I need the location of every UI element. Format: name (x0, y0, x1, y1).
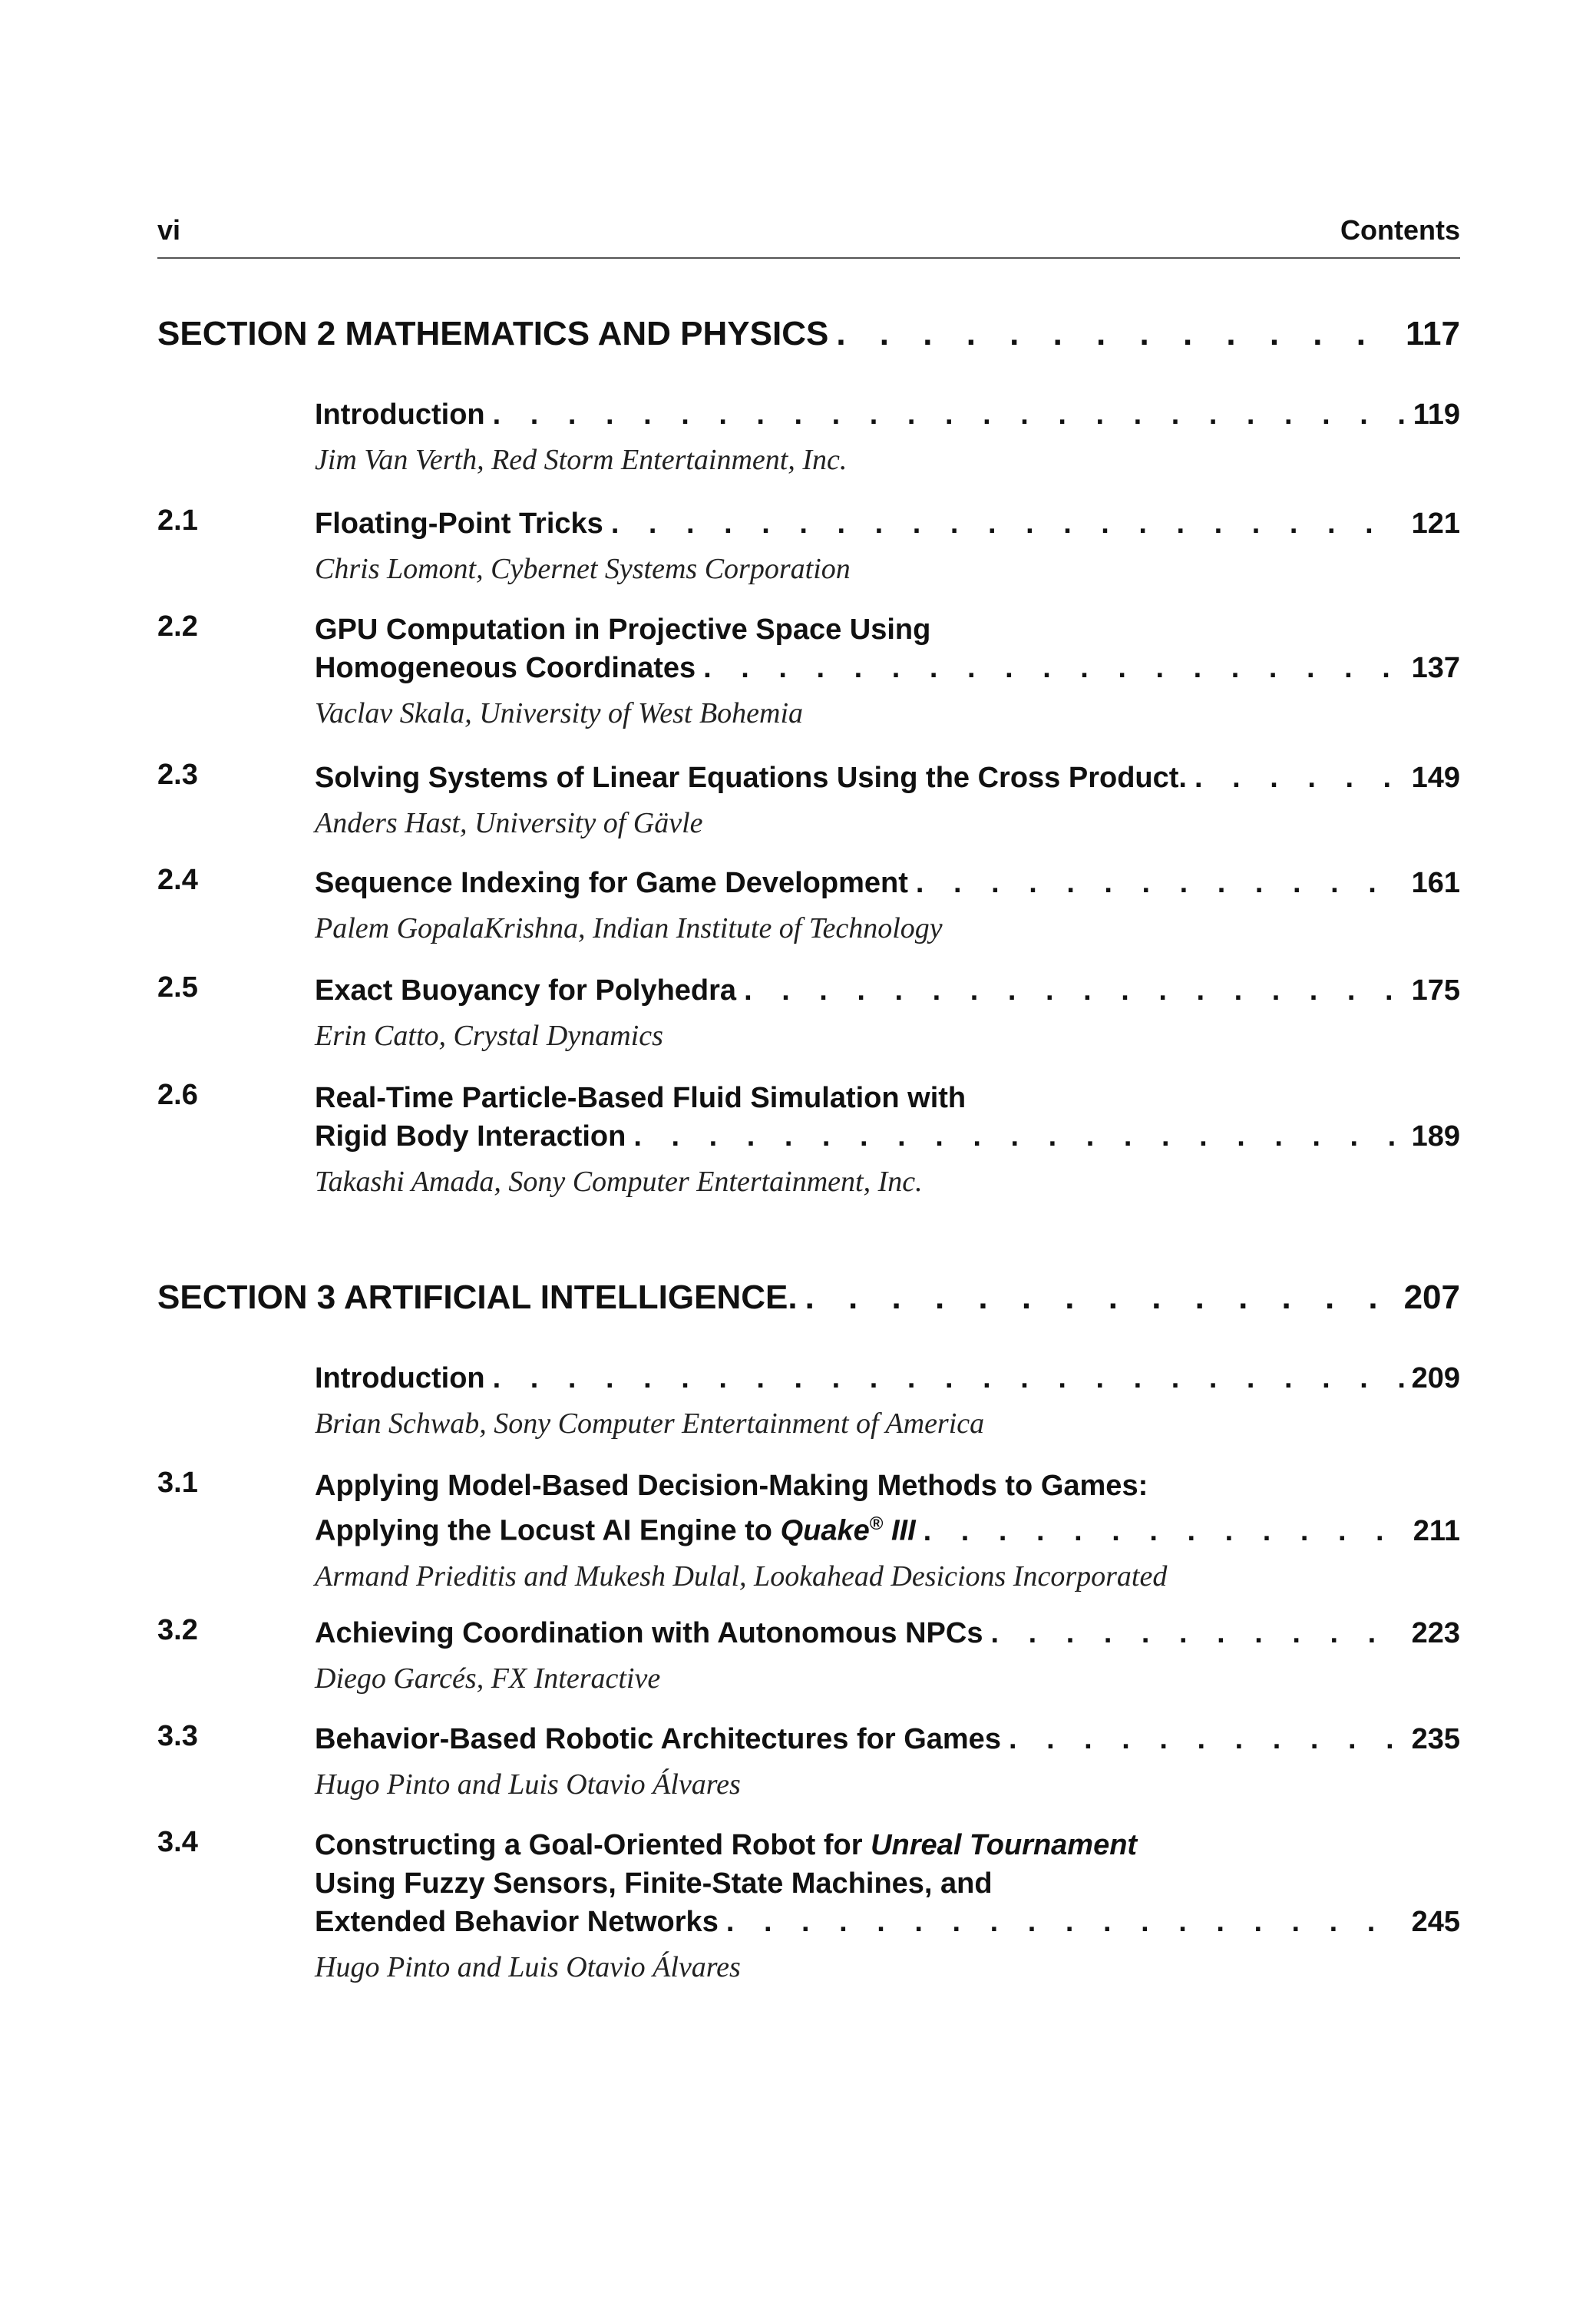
page-number: 137 (1411, 652, 1460, 684)
dot-leader (611, 504, 1404, 543)
entry-number: 3.4 (157, 1826, 198, 1858)
entry-title: Solving Systems of Linear Equations Using the Cross Product. (315, 762, 1187, 794)
running-head (157, 211, 1460, 259)
dot-leader (493, 395, 1406, 434)
section-3-heading[interactable] (157, 1278, 1460, 1317)
page-number: 161 (1411, 867, 1460, 899)
section-title: SECTION 3 ARTIFICIAL INTELLIGENCE. (157, 1278, 798, 1316)
dot-leader (1195, 759, 1404, 797)
dot-leader (990, 1614, 1403, 1652)
entry-author: Palem GopalaKrishna, Indian Institute of Technology (315, 912, 943, 944)
page-number: 235 (1411, 1723, 1460, 1755)
running-head-title: Contents (1340, 214, 1460, 246)
entry-number: 2.3 (157, 759, 198, 791)
entry-number: 2.6 (157, 1079, 198, 1111)
page-number: 245 (1411, 1906, 1460, 1938)
game-title: Unreal Tournament (871, 1829, 1138, 1861)
entry-author: Armand Prieditis and Mukesh Dulal, Lookahead Desicions Incorporated (315, 1560, 1168, 1593)
dot-leader (493, 1359, 1404, 1398)
dot-leader (726, 1903, 1404, 1941)
entry-title: Introduction (315, 399, 485, 431)
entry-title: Achieving Coordination with Autonomous NPCs (315, 1617, 983, 1649)
dot-leader (836, 315, 1398, 353)
entry-title-line: Using Fuzzy Sensors, Finite-State Machines, and (315, 1867, 993, 1900)
entry-number: 2.5 (157, 971, 198, 1004)
page-number: 223 (1411, 1617, 1460, 1649)
toc-entry-3-3[interactable] (157, 1720, 1460, 1804)
entry-author: Hugo Pinto and Luis Otavio Álvares (315, 1768, 741, 1801)
toc-entry-2-2[interactable] (157, 610, 1460, 733)
dot-leader (744, 971, 1404, 1010)
entry-author: Hugo Pinto and Luis Otavio Álvares (315, 1951, 741, 1983)
entry-title-line: GPU Computation in Projective Space Using (315, 614, 931, 646)
toc-entry-2-4[interactable] (157, 864, 1460, 948)
dot-leader (805, 1278, 1396, 1317)
entry-number: 2.1 (157, 504, 198, 537)
page-number: 175 (1411, 974, 1460, 1007)
toc-entry-3-1[interactable] (157, 1467, 1460, 1596)
entry-number: 2.2 (157, 610, 198, 643)
entry-title: Homogeneous Coordinates (315, 652, 696, 684)
entry-author: Erin Catto, Crystal Dynamics (315, 1020, 663, 1052)
entry-title: Applying the Locust AI Engine to Quake® III (315, 1513, 916, 1547)
entry-number: 2.4 (157, 864, 198, 896)
dot-leader (1009, 1720, 1404, 1758)
toc-entry-3-4[interactable] (157, 1826, 1460, 1987)
toc-entry-section2-introduction[interactable] (157, 395, 1460, 480)
toc-entry-section3-introduction[interactable] (157, 1359, 1460, 1444)
entry-author: Diego Garcés, FX Interactive (315, 1662, 661, 1695)
page-number: 119 (1413, 399, 1460, 431)
entry-number: 3.2 (157, 1614, 198, 1646)
entry-title-line: Constructing a Goal-Oriented Robot for Unreal Tournament (315, 1829, 1138, 1861)
entry-author: Vaclav Skala, University of West Bohemia (315, 697, 804, 729)
entry-title: Introduction (315, 1362, 485, 1394)
entry-number: 3.3 (157, 1720, 198, 1752)
toc-entry-2-6[interactable] (157, 1079, 1460, 1202)
entry-title: Sequence Indexing for Game Development (315, 867, 908, 899)
section-2-heading[interactable] (157, 315, 1460, 353)
entry-author: Chris Lomont, Cybernet Systems Corporation (315, 553, 851, 585)
page-number: 189 (1411, 1120, 1460, 1153)
dot-leader (924, 1512, 1406, 1550)
entry-title: Exact Buoyancy for Polyhedra (315, 974, 737, 1007)
dot-leader (916, 864, 1404, 902)
entry-title-line: Applying Model-Based Decision-Making Methods to Games: (315, 1470, 1148, 1502)
dot-leader (633, 1117, 1403, 1156)
registered-mark: ® (869, 1513, 884, 1534)
page-folio: vi (157, 214, 181, 246)
page-number: 207 (1403, 1278, 1460, 1316)
toc-entry-2-5[interactable] (157, 971, 1460, 1056)
entry-author: Takashi Amada, Sony Computer Entertainment, Inc. (315, 1166, 923, 1198)
page-number: 211 (1413, 1514, 1460, 1547)
dot-leader (703, 649, 1403, 687)
entry-author: Jim Van Verth, Red Storm Entertainment, Inc. (315, 444, 848, 476)
page-number: 121 (1411, 508, 1460, 540)
game-title: Quake (780, 1514, 870, 1547)
page-number: 149 (1411, 762, 1460, 794)
entry-author: Brian Schwab, Sony Computer Entertainment of America (315, 1407, 985, 1440)
entry-title: Extended Behavior Networks (315, 1906, 719, 1938)
entry-title: Behavior-Based Robotic Architectures for Games (315, 1723, 1001, 1755)
entry-title: Floating-Point Tricks (315, 508, 603, 540)
section-title: SECTION 2 MATHEMATICS AND PHYSICS (157, 315, 829, 352)
entry-number: 3.1 (157, 1467, 198, 1499)
toc-entry-2-1[interactable] (157, 504, 1460, 589)
page-number: 117 (1406, 315, 1460, 352)
entry-title: Rigid Body Interaction (315, 1120, 626, 1153)
toc-entry-3-2[interactable] (157, 1614, 1460, 1698)
entry-title-line: Real-Time Particle-Based Fluid Simulation with (315, 1082, 967, 1114)
game-title-suffix: III (883, 1514, 916, 1547)
page-number: 209 (1411, 1362, 1460, 1394)
toc-entry-2-3[interactable] (157, 759, 1460, 843)
entry-author: Anders Hast, University of Gävle (315, 807, 703, 839)
